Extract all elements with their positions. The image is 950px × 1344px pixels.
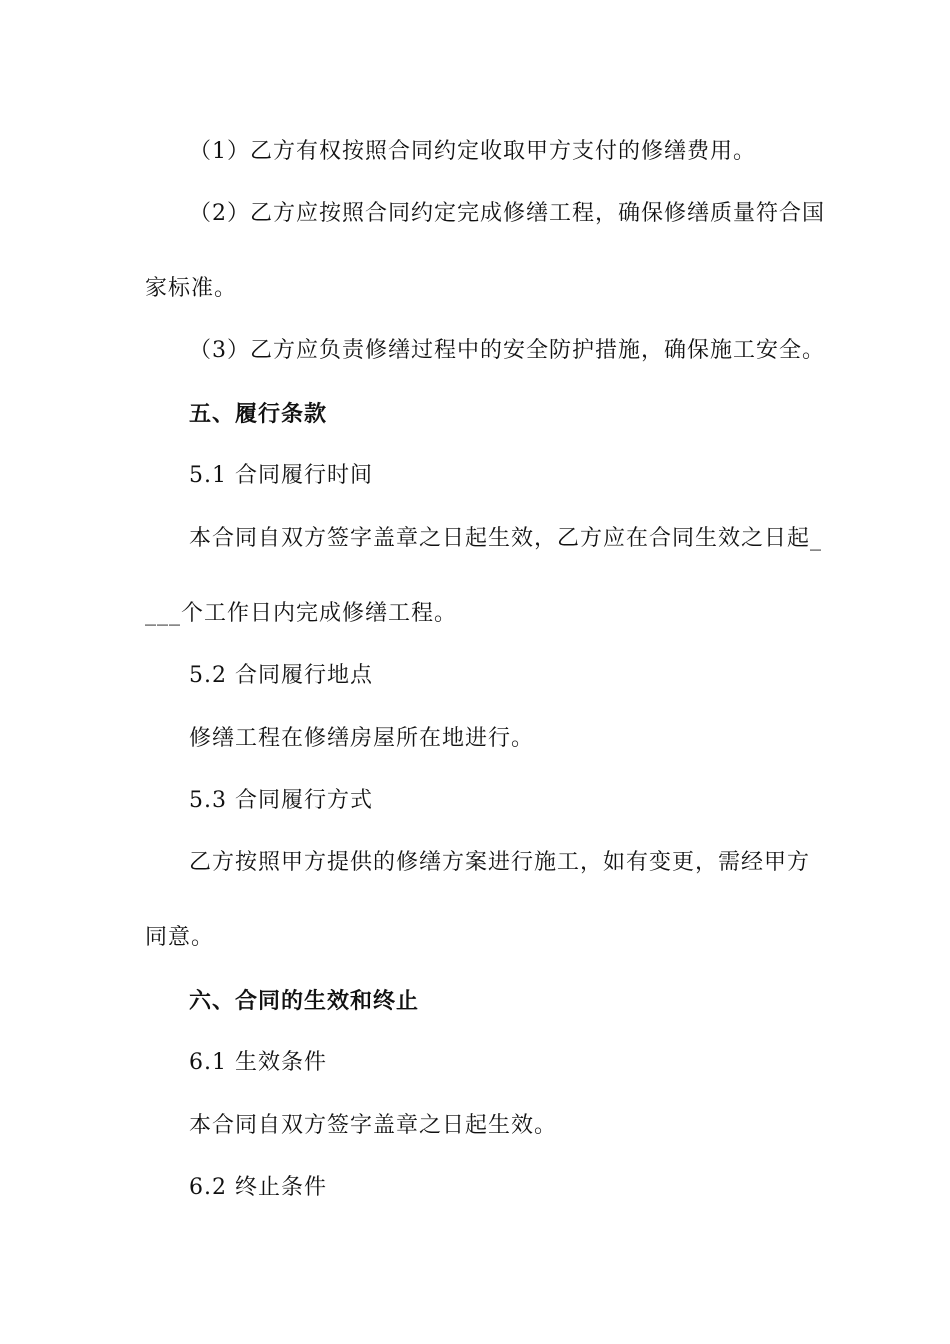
- subsection-heading-5-2: 5.2 合同履行地点: [189, 663, 373, 688]
- clause-item-1: （1）乙方有权按照合同约定收取甲方支付的修缮费用。: [189, 139, 756, 164]
- subsection-heading-5-3: 5.3 合同履行方式: [189, 788, 373, 813]
- clause-item-2: （2）乙方应按照合同约定完成修缮工程，确保修缮质量符合国: [189, 201, 825, 226]
- paragraph-performance-place: 修缮工程在修缮房屋所在地进行。: [189, 726, 535, 751]
- paragraph-performance-time: 本合同自双方签字盖章之日起生效，乙方应在合同生效之日起_: [189, 526, 823, 551]
- clause-item-2-continued: 家标准。: [145, 276, 238, 301]
- subsection-heading-5-1: 5.1 合同履行时间: [189, 463, 373, 488]
- paragraph-performance-method: 乙方按照甲方提供的修缮方案进行施工，如有变更，需经甲方: [189, 850, 811, 875]
- section-heading-5: 五、履行条款: [189, 401, 328, 427]
- clause-item-3: （3）乙方应负责修缮过程中的安全防护措施，确保施工安全。: [189, 338, 825, 363]
- section-heading-6: 六、合同的生效和终止: [189, 988, 420, 1014]
- paragraph-performance-time-continued: ___个工作日内完成修缮工程。: [145, 601, 458, 626]
- subsection-heading-6-2: 6.2 终止条件: [189, 1175, 327, 1200]
- paragraph-performance-method-continued: 同意。: [145, 925, 215, 950]
- paragraph-effective-condition: 本合同自双方签字盖章之日起生效。: [189, 1113, 558, 1138]
- subsection-heading-6-1: 6.1 生效条件: [189, 1050, 327, 1075]
